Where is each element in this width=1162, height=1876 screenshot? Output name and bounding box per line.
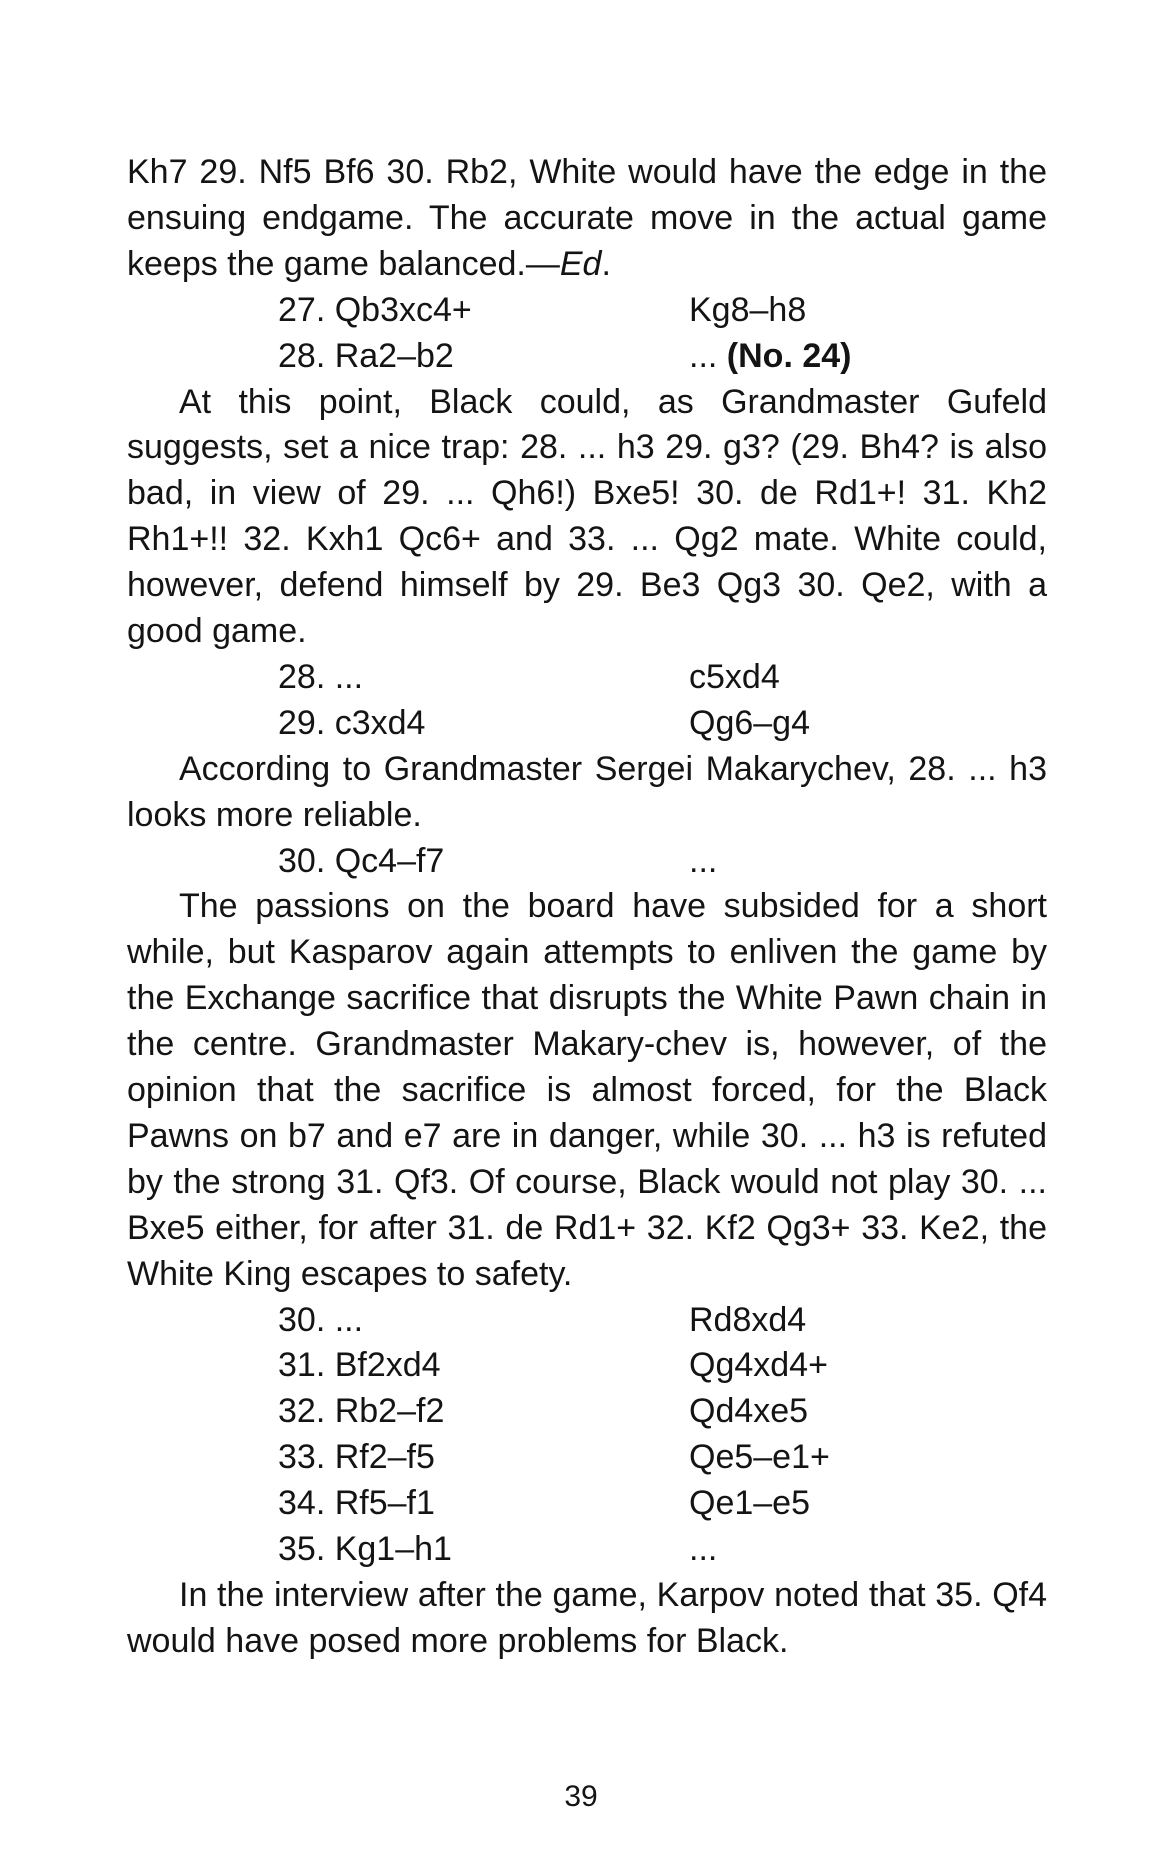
black-move: Qe5–e1+ xyxy=(689,1438,830,1477)
page-number: 39 xyxy=(564,1780,598,1813)
black-move: Qe1–e5 xyxy=(689,1484,810,1523)
black-move: Kg8–h8 xyxy=(689,290,807,329)
white-move: 27. Qb3xc4+ xyxy=(278,290,472,329)
move-row xyxy=(127,839,1047,885)
paragraph-intro-end: . xyxy=(601,244,611,283)
paragraph-karpov-interview: In the interview after the game, Karpov noted that 35. Qf4 would have posed more problems for Black. xyxy=(127,1575,1047,1660)
white-move: 28. ... xyxy=(278,657,364,696)
paragraph-intro-text: Kh7 29. Nf5 Bf6 30. Rb2, White would have the edge in the ensuing endgame. The accurate move in the actual game keeps the game balanced.— xyxy=(127,153,1047,283)
white-move: 32. Rb2–f2 xyxy=(278,1392,445,1431)
move-row xyxy=(127,1527,1047,1573)
white-move: 33. Rf2–f5 xyxy=(278,1438,435,1477)
black-move: ... xyxy=(689,1530,718,1569)
editor-note: Ed xyxy=(559,244,602,283)
white-move: 29. c3xd4 xyxy=(278,703,426,742)
black-move: c5xd4 xyxy=(689,657,780,696)
paragraph-gufeld-trap: At this point, Black could, as Grandmaster Gufeld suggests, set a nice trap: 28. ... h3 29. g3? (29. Bh4? is also bad, in view of 29. ... Qh6!) Bxe5! 30. de Rd1+! 31. Kh2 Rh1+!! 32. Kxh1 Qc6+ and 33. ... Qg2 mate. White could, however, defend himself by 29. Be3 Qg3 30. Qe2, with a good game. xyxy=(127,382,1047,651)
move-row xyxy=(127,1343,1047,1389)
black-move: Rd8xd4 xyxy=(689,1300,807,1339)
move-row xyxy=(127,334,1047,380)
paragraph-exchange-sacrifice: The passions on the board have subsided for a short while, but Kasparov again attempts to enliven the game by the Exchange sacrifice that disrupts the White Pawn chain in the centre. Grandmaster Makary-chev is, however, of the opinion that the sacrifice is almost forced, for the Black Pawns on b7 and e7 are in danger, while 30. ... h3 is refuted by the strong 31. Qf3. Of course, Black would not play 30. ... Bxe5 either, for after 31. de Rd1+ 32. Kf2 Qg3+ 33. Ke2, the White King escapes to safety. xyxy=(127,887,1047,1293)
black-move: ... xyxy=(689,841,718,880)
paragraph-makarychev: According to Grandmaster Sergei Makarychev, 28. ... h3 looks more reliable. xyxy=(127,749,1047,834)
move-row xyxy=(127,288,1047,334)
page-body xyxy=(127,150,1047,1665)
diagram-reference: (No. 24) xyxy=(726,336,852,375)
paragraph-intro xyxy=(127,150,1047,288)
black-move: Qd4xe5 xyxy=(689,1392,809,1431)
white-move: 34. Rf5–f1 xyxy=(278,1484,435,1523)
white-move: 31. Bf2xd4 xyxy=(278,1346,441,1385)
move-row xyxy=(127,1435,1047,1481)
move-row xyxy=(127,1298,1047,1344)
black-move xyxy=(689,334,851,380)
black-move: Qg4xd4+ xyxy=(689,1346,828,1385)
white-move: 35. Kg1–h1 xyxy=(278,1530,452,1569)
white-move: 30. ... xyxy=(278,1300,364,1339)
white-move: 30. Qc4–f7 xyxy=(278,841,445,880)
move-row xyxy=(127,655,1047,701)
move-row xyxy=(127,1481,1047,1527)
black-move: Qg6–g4 xyxy=(689,703,810,742)
move-row xyxy=(127,1389,1047,1435)
move-row xyxy=(127,701,1047,747)
black-move-ellipsis: ... xyxy=(689,336,727,375)
white-move: 28. Ra2–b2 xyxy=(278,336,454,375)
